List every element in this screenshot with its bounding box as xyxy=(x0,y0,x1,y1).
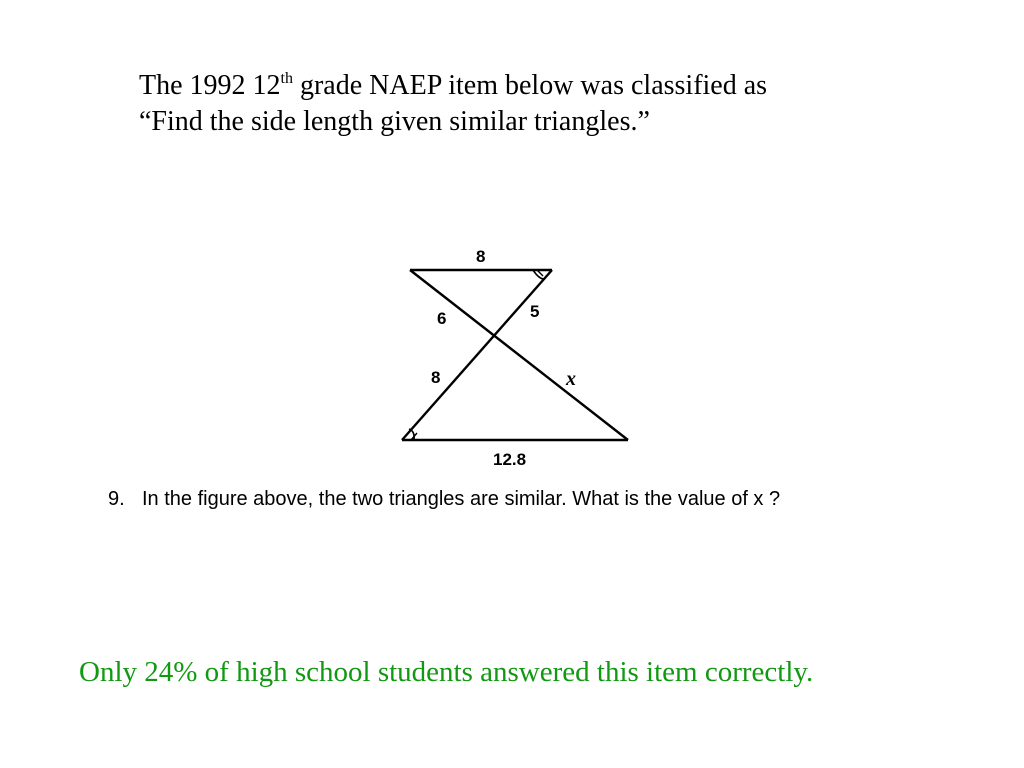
label-bottom: 12.8 xyxy=(493,450,527,469)
title-line-2: “Find the side length given similar triangles.” xyxy=(139,106,650,137)
title-superscript: th xyxy=(280,70,293,87)
label-upper-right: 5 xyxy=(530,302,540,321)
title-line-1-start: The 1992 12 xyxy=(139,70,281,101)
label-lower-left: 8 xyxy=(431,368,441,387)
result-note: Only 24% of high school students answered this item correctly. xyxy=(79,656,814,688)
diagonal-right-to-left xyxy=(402,270,552,440)
title-line-1-end: grade NAEP item below was classified as xyxy=(292,70,768,101)
slide-title xyxy=(139,68,959,140)
question-number: 9. xyxy=(108,488,125,510)
title-line-1 xyxy=(139,68,959,104)
question xyxy=(108,488,988,511)
diagonal-left-to-right xyxy=(410,270,628,440)
label-lower-right: x xyxy=(566,368,576,390)
similar-triangles-figure xyxy=(390,238,650,478)
label-top: 8 xyxy=(476,247,486,266)
label-upper-left: 6 xyxy=(437,309,447,328)
question-text: In the figure above, the two triangles are similar. What is the value of x ? xyxy=(142,488,781,510)
triangles-diagram xyxy=(390,238,650,478)
